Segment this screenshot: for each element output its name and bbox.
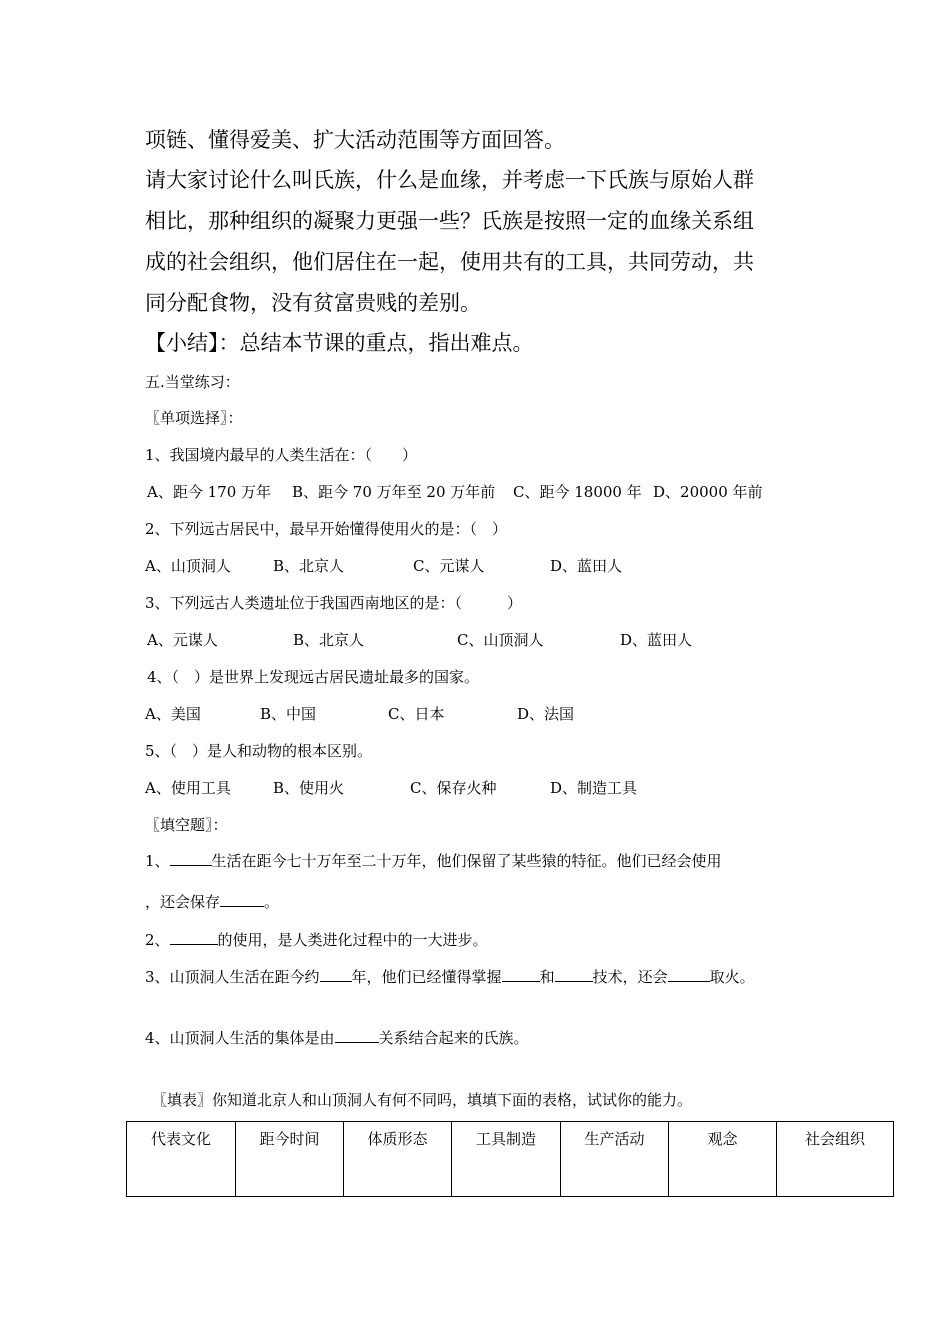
paragraph-line-3: 相比，那种组织的凝聚力更强一些？氏族是按照一定的血缘关系组 bbox=[145, 209, 754, 233]
fill-text: 3、山顶洞人生活在距今约 bbox=[145, 968, 320, 986]
option-c: C、保存火种 bbox=[410, 779, 497, 797]
option-c: C、距今 18000 年 bbox=[513, 483, 642, 501]
fill-text: 4、山顶洞人生活的集体是由 bbox=[145, 1029, 335, 1047]
option-c: C、日本 bbox=[388, 705, 445, 723]
fill-text: 技术，还会 bbox=[592, 968, 668, 986]
answer-blank[interactable] bbox=[170, 930, 218, 945]
table-header-tools[interactable]: 工具制造 bbox=[452, 1122, 561, 1197]
fill-text: 和 bbox=[539, 968, 555, 986]
paragraph-line-2: 请大家讨论什么叫氏族，什么是血缘，并考虑一下氏族与原始人群 bbox=[145, 168, 754, 192]
answer-blank[interactable] bbox=[335, 1028, 379, 1043]
table-header-production[interactable]: 生产活动 bbox=[561, 1122, 669, 1197]
mc-question-1: 1、我国境内最早的人类生活在：（ ） bbox=[145, 446, 418, 464]
table-row bbox=[127, 1122, 894, 1197]
option-d: D、蓝田人 bbox=[620, 631, 693, 649]
option-b: B、距今 70 万年至 20 万年前 bbox=[292, 483, 496, 501]
mc-options-1 bbox=[145, 481, 795, 501]
option-a: A、元谋人 bbox=[147, 631, 218, 649]
fill-text: 关系结合起来的氏族。 bbox=[378, 1029, 529, 1047]
option-a: A、美国 bbox=[145, 705, 201, 723]
paragraph-line-4: 成的社会组织，他们居住在一起，使用共有的工具，共同劳动，共 bbox=[145, 250, 754, 274]
fill-text: 。 bbox=[264, 893, 280, 911]
option-b: B、使用火 bbox=[273, 779, 345, 797]
summary-line: 【小结】：总结本节课的重点，指出难点。 bbox=[145, 331, 534, 355]
option-c: C、元谋人 bbox=[413, 557, 485, 575]
fill-question-4 bbox=[145, 1027, 529, 1048]
mc-options-5 bbox=[145, 777, 795, 797]
mc-options-3 bbox=[145, 629, 795, 649]
table-header-organization[interactable]: 社会组织 bbox=[777, 1122, 894, 1197]
fill-number: 2、 bbox=[145, 931, 170, 949]
option-a: A、使用工具 bbox=[145, 779, 231, 797]
table-header-concept[interactable]: 观念 bbox=[669, 1122, 777, 1197]
answer-blank[interactable] bbox=[502, 967, 540, 982]
answer-blank[interactable] bbox=[320, 967, 352, 982]
option-a: A、山顶洞人 bbox=[145, 557, 231, 575]
table-header-culture[interactable]: 代表文化 bbox=[127, 1122, 236, 1197]
option-a: A、距今 170 万年 bbox=[147, 483, 271, 501]
fill-question-2 bbox=[145, 929, 488, 950]
table-header-physique[interactable]: 体质形态 bbox=[344, 1122, 452, 1197]
option-d: D、法国 bbox=[517, 705, 575, 723]
section-title: 五.当堂练习： bbox=[145, 373, 240, 391]
mc-question-3: 3、下列远古人类遗址位于我国西南地区的是：（ ） bbox=[145, 594, 523, 612]
answer-blank[interactable] bbox=[668, 967, 710, 982]
table-header-time[interactable]: 距今时间 bbox=[236, 1122, 344, 1197]
mc-question-5: 5、（ ）是人和动物的根本区别。 bbox=[145, 742, 373, 760]
mc-header: 〖单项选择〗： bbox=[145, 409, 243, 427]
mc-question-2: 2、下列远古居民中，最早开始懂得使用火的是：（ ） bbox=[145, 520, 508, 538]
answer-blank[interactable] bbox=[220, 892, 264, 907]
option-b: B、中国 bbox=[260, 705, 317, 723]
answer-blank[interactable] bbox=[555, 967, 593, 982]
mc-options-2 bbox=[145, 555, 795, 575]
option-d: D、20000 年前 bbox=[653, 483, 763, 501]
option-d: D、制造工具 bbox=[550, 779, 638, 797]
fill-header: 〖填空题〗： bbox=[145, 816, 228, 834]
fill-text: 的使用，是人类进化过程中的一大进步。 bbox=[217, 931, 488, 949]
fill-text: 年，他们已经懂得掌握 bbox=[351, 968, 502, 986]
option-b: B、北京人 bbox=[273, 557, 345, 575]
mc-question-4: 4、（ ）是世界上发现远古居民遗址最多的国家。 bbox=[147, 668, 480, 686]
paragraph-line-5: 同分配食物，没有贫富贵贱的差别。 bbox=[145, 291, 481, 315]
fill-question-1-cont bbox=[145, 891, 279, 912]
option-d: D、蓝田人 bbox=[550, 557, 623, 575]
mc-options-4 bbox=[145, 703, 795, 723]
fill-question-3 bbox=[145, 966, 755, 987]
answer-blank[interactable] bbox=[170, 851, 212, 866]
fill-text: 取火。 bbox=[709, 968, 755, 986]
comparison-table bbox=[126, 1121, 894, 1197]
fill-text: ，还会保存 bbox=[145, 893, 221, 911]
paragraph-line-1: 项链、懂得爱美、扩大活动范围等方面回答。 bbox=[145, 128, 565, 152]
fill-text: 生活在距今七十万年至二十万年，他们保留了某些猿的特征。他们已经会使用 bbox=[211, 852, 722, 870]
option-b: B、北京人 bbox=[293, 631, 365, 649]
option-c: C、山顶洞人 bbox=[457, 631, 544, 649]
fill-number: 1、 bbox=[145, 852, 170, 870]
fill-question-1 bbox=[145, 850, 722, 871]
table-intro: 〖填表〗你知道北京人和山顶洞人有何不同吗，填填下面的表格，试试你的能力。 bbox=[152, 1091, 693, 1109]
